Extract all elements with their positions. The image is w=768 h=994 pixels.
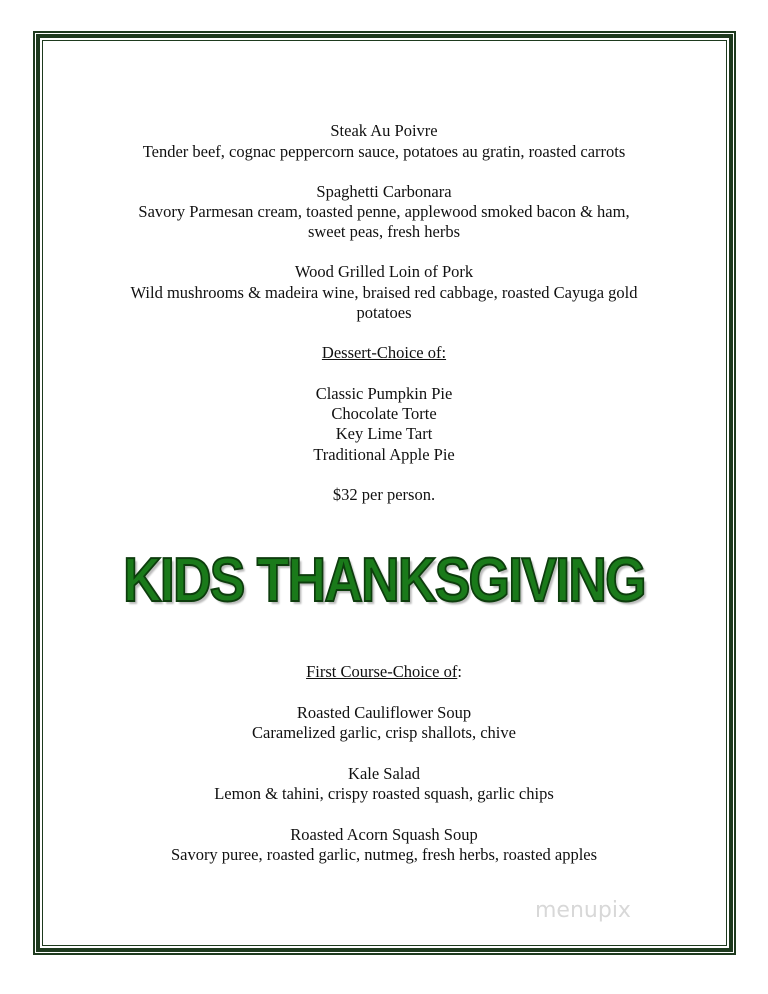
- menu-item-description: Savory Parmesan cream, toasted penne, applewood smoked bacon & ham,: [138, 202, 630, 221]
- menu-item-name: Wood Grilled Loin of Pork: [294, 262, 474, 281]
- menu-item-description: Tender beef, cognac peppercorn sauce, potatoes au gratin, roasted carrots: [142, 142, 626, 161]
- menu-item-name: Kale Salad: [348, 764, 420, 783]
- menu-item-name: Roasted Acorn Squash Soup: [290, 825, 478, 844]
- menu-item-description: sweet peas, fresh herbs: [307, 222, 461, 241]
- watermark-logo: menupix: [535, 898, 631, 923]
- menu-item-description: Savory puree, roasted garlic, nutmeg, fresh herbs, roasted apples: [170, 845, 598, 864]
- first-course-heading-text: First Course-Choice of: [306, 662, 458, 681]
- kids-thanksgiving-title: KIDS THANKSGIVING: [123, 546, 645, 615]
- dessert-item: Classic Pumpkin Pie: [315, 384, 453, 403]
- menu-item-name: Steak Au Poivre: [330, 121, 438, 140]
- dessert-item: Chocolate Torte: [331, 404, 437, 423]
- dessert-heading: Dessert-Choice of:: [321, 343, 447, 362]
- first-course-heading: [0, 662, 768, 682]
- dessert-item: Traditional Apple Pie: [313, 445, 455, 464]
- menu-item-description: Lemon & tahini, crispy roasted squash, garlic chips: [214, 784, 554, 803]
- menu-item-description: Caramelized garlic, crisp shallots, chive: [252, 723, 516, 742]
- menu-item-description: potatoes: [356, 303, 412, 322]
- menu-item-description: Wild mushrooms & madeira wine, braised red cabbage, roasted Cayuga gold: [130, 283, 638, 302]
- price: $32 per person.: [332, 485, 436, 504]
- dessert-item: Key Lime Tart: [335, 424, 433, 443]
- first-course-heading-colon: :: [457, 662, 462, 681]
- menu-item-name: Spaghetti Carbonara: [316, 182, 452, 201]
- menu-item-name: Roasted Cauliflower Soup: [296, 703, 472, 722]
